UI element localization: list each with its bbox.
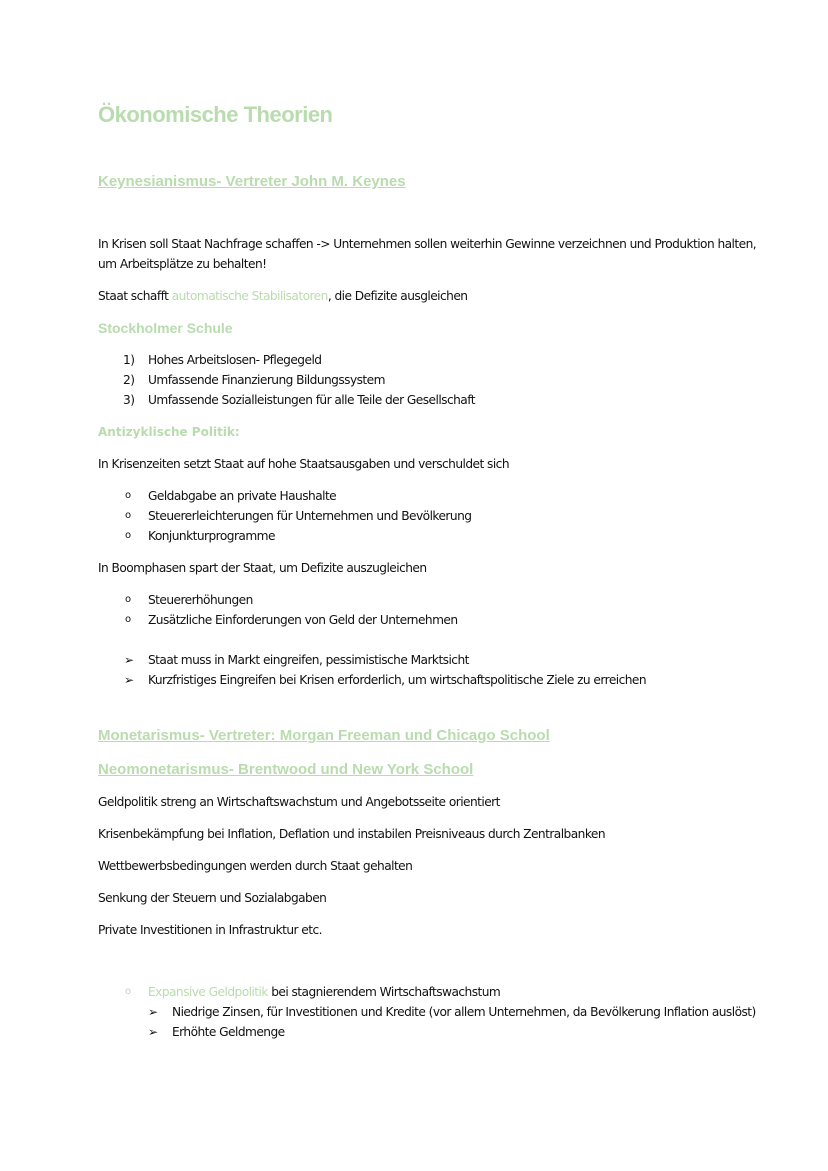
monetarism-paragraph-1: Geldpolitik streng an Wirtschaftswachstum und Angebotsseite orientiert <box>98 795 500 809</box>
list-item <box>98 590 768 610</box>
list-item-text: Geldabgabe an private Haushalte <box>148 489 337 503</box>
arrow-bullet-icon: ➢ <box>124 653 134 667</box>
list-item <box>98 610 768 630</box>
list-item-text: Kurzfristiges Eingreifen bei Krisen erforderlich, um wirtschaftspolitische Ziele zu erreichen <box>148 673 647 687</box>
list-item <box>98 650 768 670</box>
expansive-list <box>98 982 768 1002</box>
list-item <box>98 370 768 390</box>
circle-bullet-icon: o <box>125 986 131 997</box>
monetarism-paragraph-5: Private Investitionen in Infrastruktur etc. <box>98 923 322 937</box>
circle-bullet-icon: o <box>125 530 131 541</box>
list-item <box>98 350 768 370</box>
list-item <box>98 1022 768 1042</box>
arrow-bullet-icon: ➢ <box>148 1005 158 1019</box>
list-item-text: Umfassende Sozialleistungen für alle Teile der Gesellschaft <box>148 393 475 407</box>
circle-bullet-icon: o <box>125 510 131 521</box>
keynes-arrow-list <box>98 650 768 690</box>
list-item-text: Steuererleichterungen für Unternehmen und Bevölkerung <box>148 509 472 523</box>
list-item <box>98 1002 768 1022</box>
list-number: 1) <box>123 353 135 367</box>
neomonetarism-heading: Neomonetarismus- Brentwood und New York School <box>98 761 474 778</box>
stockholm-heading: Stockholmer Schule <box>98 320 233 336</box>
p2-post: , die Defizite ausgleichen <box>327 289 468 303</box>
monetarism-paragraph-4: Senkung der Steuern und Sozialabgaben <box>98 891 327 905</box>
list-item <box>98 982 768 1002</box>
stockholm-list <box>98 350 768 410</box>
list-item-text: Zusätzliche Einforderungen von Geld der Unternehmen <box>148 613 458 627</box>
expansive-link: Expansive Geldpolitik <box>148 985 268 999</box>
list-item-text: Erhöhte Geldmenge <box>172 1025 285 1039</box>
arrow-bullet-icon: ➢ <box>148 1025 158 1039</box>
page-title: Ökonomische Theorien <box>98 102 333 127</box>
circle-bullet-icon: o <box>125 490 131 501</box>
list-item-text: Umfassende Finanzierung Bildungssystem <box>148 373 385 387</box>
list-item <box>98 390 768 410</box>
keynes-paragraph-1b: um Arbeitsplätze zu behalten! <box>98 257 267 271</box>
monetarism-paragraph-3: Wettbewerbsbedingungen werden durch Staat gehalten <box>98 859 413 873</box>
circle-bullet-icon: o <box>125 594 131 605</box>
monetarism-heading: Monetarismus- Vertreter: Morgan Freeman und Chicago School <box>98 727 550 744</box>
expansive-sublist <box>98 1002 768 1042</box>
stabilisatoren-link: automatische Stabilisatoren <box>171 289 328 303</box>
list-item <box>98 506 768 526</box>
circle-bullet-icon: o <box>125 614 131 625</box>
list-item-text: Staat muss in Markt eingreifen, pessimistische Marktsicht <box>148 653 469 667</box>
list-item-text: Steuererhöhungen <box>148 593 253 607</box>
list-item <box>98 486 768 506</box>
keynes-paragraph-2 <box>98 286 768 306</box>
keynes-heading: Keynesianismus- Vertreter John M. Keynes <box>98 173 406 190</box>
list-item <box>98 526 768 546</box>
boom-paragraph: In Boomphasen spart der Staat, um Defizite auszugleichen <box>98 561 427 575</box>
keynes-paragraph-1: In Krisen soll Staat Nachfrage schaffen -> Unternehmen sollen weiterhin Gewinne verzeichnen und Produktion halten, <box>98 237 757 251</box>
crisis-paragraph: In Krisenzeiten setzt Staat auf hohe Staatsausgaben und verschuldet sich <box>98 457 509 471</box>
list-item-text: Niedrige Zinsen, für Investitionen und Kredite (vor allem Unternehmen, da Bevölkerung Inflation auslöst) <box>172 1005 756 1019</box>
monetarism-paragraph-2: Krisenbekämpfung bei Inflation, Deflation und instabilen Preisniveaus durch Zentralbanken <box>98 827 606 841</box>
list-item <box>98 670 768 690</box>
boom-list <box>98 590 768 630</box>
expansive-post: bei stagnierendem Wirtschaftswachstum <box>267 985 501 999</box>
list-item-text: Konjunkturprogramme <box>148 529 275 543</box>
list-number: 2) <box>123 373 135 387</box>
list-number: 3) <box>123 393 135 407</box>
p2-pre: Staat schafft <box>98 289 172 303</box>
arrow-bullet-icon: ➢ <box>124 673 134 687</box>
crisis-list <box>98 486 768 546</box>
antizyklisch-heading: Antizyklische Politik: <box>98 425 240 439</box>
list-item-text: Hohes Arbeitslosen- Pflegegeld <box>148 353 322 367</box>
